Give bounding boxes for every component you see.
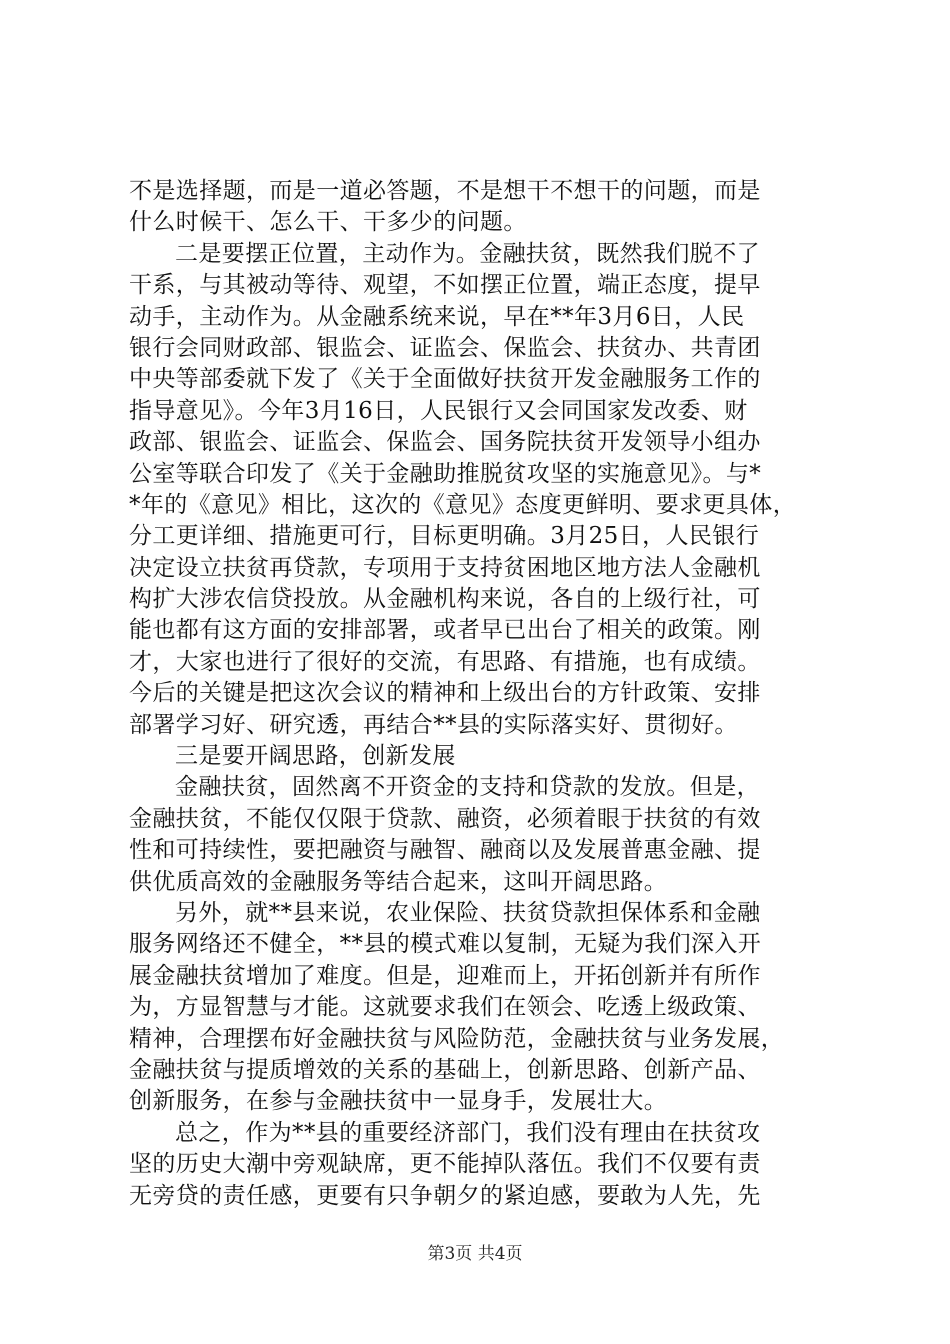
text-line: 另外，就**县来说，农业保险、扶贫贷款担保体系和金融 [175,899,761,926]
text-line: 展金融扶贫增加了难度。但是，迎难而上，开拓创新并有所作 [129,962,761,989]
text-line: 干系，与其被动等待、观望，不如摆正位置，端正态度，提早 [129,272,761,299]
text-line: 为，方显智慧与才能。这就要求我们在领会、吃透上级政策、 [129,994,761,1021]
text-line: 中央等部委就下发了《关于全面做好扶贫开发金融服务工作的 [129,366,761,393]
text-line: 部署学习好、研究透，再结合**县的实际落实好、贯彻好。 [129,711,738,738]
text-line: 金融扶贫，固然离不开资金的支持和贷款的发放。但是， [175,774,760,801]
text-line: 无旁贷的责任感，更要有只争朝夕的紧迫感，要敢为人先，先 [129,1182,761,1209]
text-line: 金融扶贫，不能仅仅限于贷款、融资，必须着眼于扶贫的有效 [129,805,761,832]
text-line: 什么时候干、怎么干、干多少的问题。 [129,209,527,236]
text-line: 性和可持续性，要把融资与融智、融商以及发展普惠金融、提 [129,837,761,864]
text-line: 指导意见》。今年3月16日，人民银行又会同国家发改委、财 [129,397,748,424]
text-line: 决定设立扶贫再贷款，专项用于支持贫困地区地方法人金融机 [129,554,761,581]
text-line: 不是选择题，而是一道必答题，不是想干不想干的问题，而是 [129,178,761,204]
text-line: 动手，主动作为。从金融系统来说，早在**年3月6日，人民 [129,303,745,330]
text-line: 二是要摆正位置，主动作为。金融扶贫，既然我们脱不了 [175,240,760,267]
text-line: *年的《意见》相比，这次的《意见》态度更鲜明、要求更具体， [129,491,797,518]
text-line: 坚的历史大潮中旁观缺席，更不能掉队落伍。我们不仅要有责 [129,1151,761,1178]
text-line: 政部、银监会、证监会、保监会、国务院扶贫开发领导小组办 [129,429,761,456]
text-line: 供优质高效的金融服务等结合起来，这叫开阔思路。 [129,868,668,895]
text-line: 总之，作为**县的重要经济部门，我们没有理由在扶贫攻 [175,1119,761,1146]
text-line: 今后的关键是把这次会议的精神和上级出台的方针政策、安排 [129,680,761,707]
text-line: 分工更详细、措施更可行，目标更明确。3月25日，人民银行 [129,523,760,550]
text-line: 公室等联合印发了《关于金融助推脱贫攻坚的实施意见》。与* [129,460,762,487]
text-line: 构扩大涉农信贷投放。从金融机构来说，各自的上级行社，可 [129,586,761,613]
text-line: 服务网络还不健全，**县的模式难以复制，无疑为我们深入开 [129,931,762,958]
text-line: 银行会同财政部、银监会、证监会、保监会、扶贫办、共青团 [129,334,761,361]
text-line: 能也都有这方面的安排部署，或者早已出台了相关的政策。刚 [129,617,761,644]
text-line: 金融扶贫与提质增效的关系的基础上，创新思路、创新产品、 [129,1056,761,1083]
document-body [129,176,829,1212]
text-line: 创新服务，在参与金融扶贫中一显身手，发展壮大。 [129,1088,668,1115]
page-footer: 第3页 共4页 [427,1244,523,1264]
text-line: 精神，合理摆布好金融扶贫与风险防范，金融扶贫与业务发展， [129,1025,785,1052]
text-line: 三是要开阔思路，创新发展 [175,743,456,770]
text-line: 才，大家也进行了很好的交流，有思路、有措施，也有成绩。 [129,648,761,675]
